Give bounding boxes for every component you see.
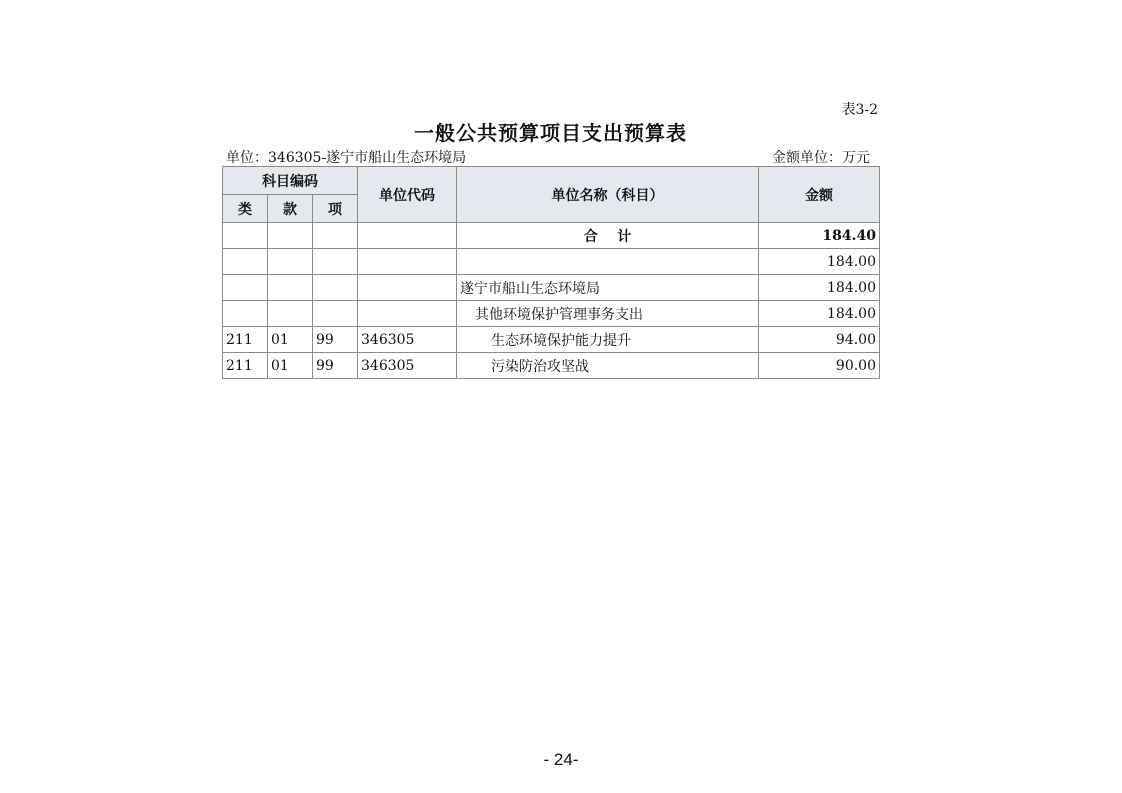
cell-amount: 94.00: [759, 327, 880, 353]
cell-kuan: 01: [268, 353, 313, 379]
cell-code: [358, 275, 457, 301]
budget-table: [222, 166, 880, 379]
header-unit-name: 单位名称（科目）: [457, 167, 759, 223]
header-xiang: 项: [313, 195, 358, 223]
header-subject-code: 科目编码: [223, 167, 358, 195]
table-row: [223, 301, 880, 327]
cell-xiang: 99: [313, 327, 358, 353]
cell-lei: [223, 223, 268, 249]
table-row: [223, 249, 880, 275]
header-unit-code: 单位代码: [358, 167, 457, 223]
cell-xiang: 99: [313, 353, 358, 379]
page-title: 一般公共预算项目支出预算表: [414, 121, 687, 145]
cell-kuan: [268, 275, 313, 301]
cell-name: 生态环境保护能力提升: [457, 327, 759, 353]
cell-kuan: [268, 301, 313, 327]
table-row: [223, 275, 880, 301]
cell-kuan: 01: [268, 327, 313, 353]
cell-amount: 184.00: [759, 249, 880, 275]
table-row: [223, 353, 880, 379]
cell-lei: [223, 301, 268, 327]
header-kuan: 款: [268, 195, 313, 223]
cell-name: [457, 249, 759, 275]
total-amount: 184.40: [759, 223, 880, 249]
table-number: 表3-2: [841, 102, 878, 118]
cell-name: 污染防治攻坚战: [457, 353, 759, 379]
header-lei: 类: [223, 195, 268, 223]
cell-name: 遂宁市船山生态环境局: [457, 275, 759, 301]
money-unit-label: 金额单位：万元: [772, 150, 870, 166]
cell-code: 346305: [358, 327, 457, 353]
cell-lei: 211: [223, 327, 268, 353]
page-number: - 24-: [543, 750, 579, 769]
cell-code: [358, 223, 457, 249]
cell-code: [358, 249, 457, 275]
total-label: 合 计: [457, 223, 759, 249]
table-row: [223, 327, 880, 353]
cell-xiang: [313, 223, 358, 249]
cell-kuan: [268, 249, 313, 275]
cell-xiang: [313, 275, 358, 301]
cell-code: 346305: [358, 353, 457, 379]
unit-label: 单位：346305-遂宁市船山生态环境局: [226, 150, 467, 166]
cell-xiang: [313, 249, 358, 275]
cell-kuan: [268, 223, 313, 249]
cell-xiang: [313, 301, 358, 327]
cell-amount: 90.00: [759, 353, 880, 379]
cell-lei: [223, 275, 268, 301]
cell-lei: 211: [223, 353, 268, 379]
cell-amount: 184.00: [759, 301, 880, 327]
cell-amount: 184.00: [759, 275, 880, 301]
cell-lei: [223, 249, 268, 275]
header-amount: 金额: [759, 167, 880, 223]
cell-code: [358, 301, 457, 327]
cell-name: 其他环境保护管理事务支出: [457, 301, 759, 327]
total-row: [223, 223, 880, 249]
